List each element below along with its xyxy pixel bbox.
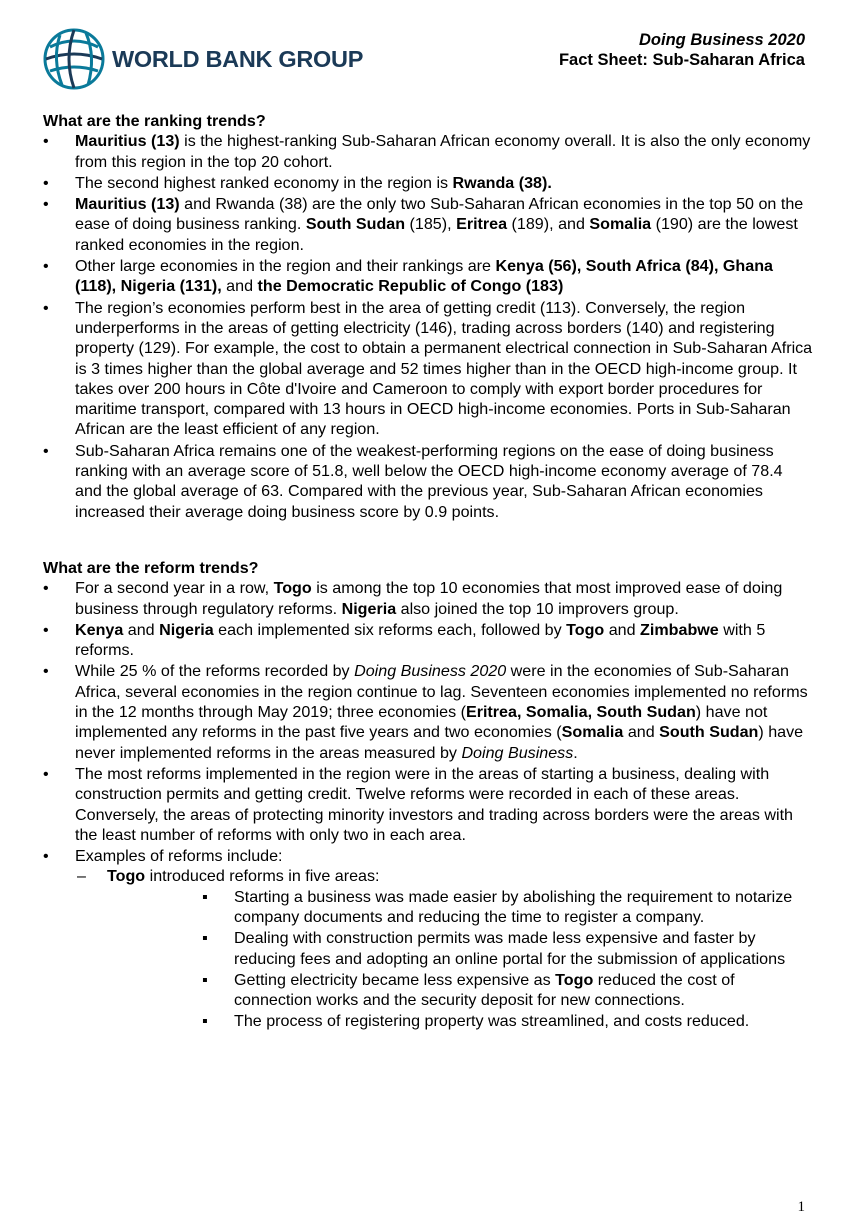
list-item: • Mauritius (13) is the highest-ranking Sub-Saharan African economy overall. It is also the only economy from this region in the top 20 cohort. bbox=[43, 131, 813, 172]
ranking-list bbox=[43, 131, 813, 522]
document-body bbox=[43, 111, 813, 1033]
list-item: ▪ Starting a business was made easier by abolishing the requirement to notarize company documents and reducing the time to register a company. bbox=[202, 887, 813, 928]
list-item: • Kenya and Nigeria each implemented six reforms each, followed by Togo and Zimbabwe with 5 reforms. bbox=[43, 620, 813, 661]
reform-list bbox=[43, 578, 813, 1032]
togo-reforms-list bbox=[75, 887, 813, 1032]
examples-list bbox=[75, 866, 813, 886]
globe-icon bbox=[42, 27, 106, 91]
section-gap bbox=[43, 523, 813, 558]
report-title: Doing Business 2020 bbox=[639, 31, 805, 49]
list-item: • Sub-Saharan Africa remains one of the weakest-performing regions on the ease of doing business ranking with an average score of 51.8, well below the OECD high-income economy average of 78.4 and the global average of 63. Compared with the previous year, Sub-Saharan African economies increased their average doing business score by 0.9 points. bbox=[43, 441, 813, 522]
fact-sheet-title: Fact Sheet: Sub-Saharan Africa bbox=[558, 51, 805, 69]
reform-heading: What are the reform trends? bbox=[43, 558, 259, 577]
list-item: • The most reforms implemented in the region were in the areas of starting a business, dealing with construction permits and getting credit. Twelve reforms were recorded in each of these areas. Conversely, the areas of protecting minority investors and trading across borders were the areas with the least number of reforms with only two in each area. bbox=[43, 764, 813, 845]
ranking-heading: What are the ranking trends? bbox=[43, 112, 266, 130]
list-item: ▪ Dealing with construction permits was made less expensive and faster by reducing fees and adopting an online portal for the submission of applications bbox=[202, 928, 813, 969]
world-bank-logo bbox=[42, 27, 363, 91]
list-item: • The second highest ranked economy in the region is Rwanda (38). bbox=[43, 173, 813, 193]
header-title-block bbox=[559, 30, 805, 70]
list-item: • Examples of reforms include: – Togo introduced reforms in five areas: ▪ Starting a business was made easier by abolishing the requirement to notarize company documents and reducing the time to register a company. ▪ Dealing with construction permits was made less expensive and faster by reducing fees and adopting an online portal for the submission of applications ▪ Getting electricity became less expensive as Togo reduced the cost of connection works and the security deposit for new connections. ▪ The process of registering property was streamlined, and costs reduced. bbox=[43, 846, 813, 1032]
logo-text: WORLD BANK GROUP bbox=[112, 45, 364, 72]
list-item: • Other large economies in the region and their rankings are Kenya (56), South Africa (84), Ghana (118), Nigeria (131), and the Democratic Republic of Congo (183) bbox=[43, 256, 813, 297]
list-item: • While 25 % of the reforms recorded by Doing Business 2020 were in the economies of Sub-Saharan Africa, several economies in the region continue to lag. Seventeen economies implemented no reforms in the 12 months through May 2019; three economies (Eritrea, Somalia, South Sudan) have not implemented any reforms in the past five years and two economies (Somalia and South Sudan) have never implemented reforms in the areas measured by Doing Business. bbox=[43, 661, 813, 762]
list-item: • The region’s economies perform best in the area of getting credit (113). Conversely, the region underperforms in the areas of getting electricity (146), trading across borders (140) and registering property (129). For example, the cost to obtain a permanent electrical connection in Sub-Saharan Africa is 3 times higher than the global average and 52 times higher than in the OECD high-income group. It takes over 200 hours in Côte d'Ivoire and Cameroon to comply with export border procedures for maritime transport, compared with 13 hours in OECD high-income economies. Ports in Sub-Saharan African are the least efficient of any region. bbox=[43, 298, 813, 440]
togo-item: – Togo introduced reforms in five areas: bbox=[75, 866, 813, 886]
list-item: ▪ The process of registering property was streamlined, and costs reduced. bbox=[202, 1011, 813, 1031]
list-item: • For a second year in a row, Togo is among the top 10 economies that most improved ease of doing business through regulatory reforms. Nigeria also joined the top 10 improvers group. bbox=[43, 578, 813, 619]
page-number: 1 bbox=[797, 1199, 805, 1215]
list-item: • Mauritius (13) and Rwanda (38) are the only two Sub-Saharan African economies in the top 50 on the ease of doing business ranking. South Sudan (185), Eritrea (189), and Somalia (190) are the lowest ranked economies in the region. bbox=[43, 194, 813, 255]
list-item: ▪ Getting electricity became less expensive as Togo reduced the cost of connection works and the security deposit for new connections. bbox=[202, 970, 813, 1011]
